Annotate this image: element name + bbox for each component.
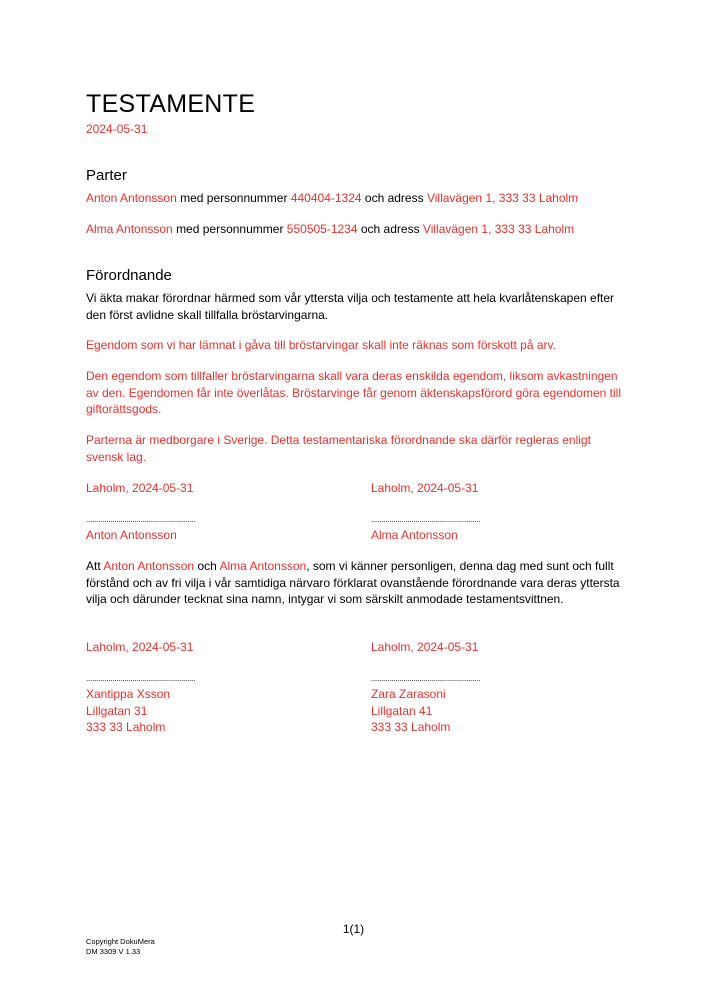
witness-name: Zara Zarasoni (371, 687, 446, 701)
attestation-conj: och (197, 559, 217, 573)
witness-street: Lillgatan 41 (371, 703, 433, 718)
page-number: 1(1) (342, 922, 365, 936)
party-pnr: 440404-1324 (290, 191, 362, 205)
forordnande-paragraph-1: Vi äkta makar förordnar härmed som vår yttersta vilja och testamente att hela kvarlåtenskapen efter den först avlidne skall tillfalla bröstarvingarna. (86, 291, 615, 322)
signature-line-left: ...................................................... (86, 515, 196, 524)
section-heading-parter: Parter (86, 167, 127, 184)
party-pnr: 550505-1234 (286, 222, 358, 236)
witness-place-date-left: Laholm, 2024-05-31 (86, 640, 194, 654)
witness-line-left: ...................................................... (86, 674, 196, 683)
signature-line-right: ...................................................... (371, 515, 481, 524)
party-address: Villavägen 1, 333 33 Laholm (422, 222, 575, 236)
witness-city: 333 33 Laholm (86, 720, 166, 734)
section-heading-forordnande: Förordnande (86, 267, 172, 284)
party-address-label: och adress (364, 191, 424, 205)
party-pnr-label: med personnummer (180, 191, 288, 205)
attestation-name-1: Anton Antonsson (103, 559, 195, 573)
party-pnr-label: med personnummer (176, 222, 284, 236)
witness-block-right (371, 686, 450, 736)
attestation-prefix: Att (86, 559, 101, 573)
witness-name: Xantippa Xsson (86, 687, 171, 701)
attestation-paragraph (86, 558, 621, 608)
witness-block-left (86, 686, 170, 736)
document-title: TESTAMENTE (86, 90, 256, 118)
document-date: 2024-05-31 (86, 122, 148, 136)
party-address-label: och adress (360, 222, 420, 236)
party-name: Anton Antonsson (86, 191, 177, 205)
party-address: Villavägen 1, 333 33 Laholm (426, 191, 579, 205)
footer-version: DM 3309 V 1.33 (86, 947, 141, 956)
party-name: Alma Antonsson (86, 222, 173, 236)
footer-copyright: Copyright DokuMera (86, 937, 155, 946)
party-line-1 (86, 190, 621, 207)
attestation-name-2: Alma Antonsson (219, 559, 307, 573)
signature-name-right: Alma Antonsson (371, 528, 458, 542)
witness-street: Lillgatan 31 (86, 703, 148, 718)
forordnande-paragraph-4: Parterna är medborgare i Sverige. Detta testamentariska förordnande ska därför regleras enligt svensk lag. (86, 433, 591, 464)
signature-place-date-left: Laholm, 2024-05-31 (86, 481, 194, 495)
signature-name-left: Anton Antonsson (86, 528, 177, 542)
forordnande-paragraph-2: Egendom som vi har lämnat i gåva till bröstarvingar skall inte räknas som förskott på arv. (86, 338, 556, 352)
signature-place-date-right: Laholm, 2024-05-31 (371, 481, 479, 495)
forordnande-paragraph-3: Den egendom som tillfaller bröstarvingarna skall vara deras enskilda egendom, liksom avkastningen av den. Egendomen får inte överlåtas. Bröstarvinge får genom äktenskapsförord göra egendomen till giftorättsgods. (86, 369, 621, 416)
party-line-2 (86, 221, 621, 238)
witness-line-right: ...................................................... (371, 674, 481, 683)
attestation-rest: , som vi känner personligen, denna dag med sunt och fullt förstånd och av fri vilja i vår samtidiga närvaro förklarat ovanstående förordnande vara deras yttersta vilja och därunder tecknat sina namn, intygar vi som särskilt anmodade testamentsvittnen. (86, 559, 620, 606)
witness-city: 333 33 Laholm (371, 720, 451, 734)
witness-place-date-right: Laholm, 2024-05-31 (371, 640, 479, 654)
